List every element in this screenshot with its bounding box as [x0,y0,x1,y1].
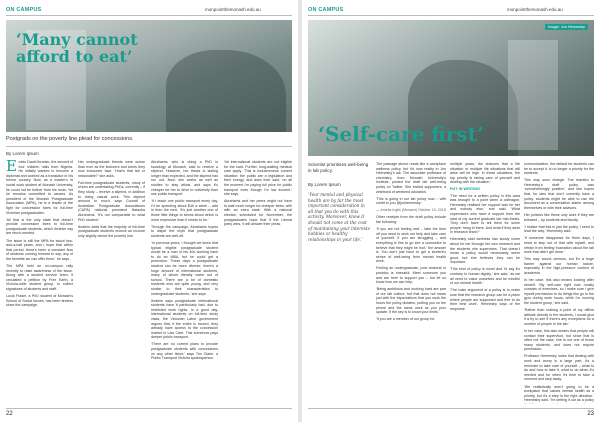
paragraph: Professor Heenesby notes that dealing with work and worry is a large part, it's a reminder to take care of yourself – what to do and how to take it, what to do when it's needed and for when it's time to take a moment and step away. [524,354,594,382]
byline: By Lorem Ipsum [308,182,341,187]
page-number: 22 [6,411,13,417]
paragraph: The passage above reads like a workplace wellness policy, but it's now reality in Jon Heenesby's lab. The associate professor of chemistry, from Monash University's Institute, posted the draft lab well-being policy on Twitter. She invited supporters, a whirlwind of weekend adulation. [376,162,446,194]
section-label: ON CAMPUS [308,7,344,13]
paragraph: In her case, this also means that people will contact their supervisor, but since that is often not the case, she is not one of those many students, and does not require permission. [524,329,594,352]
article-column-4 [224,160,292,403]
header-rule [308,15,594,16]
left-page [0,0,298,422]
paragraph: Other receipts from the draft policy include the following: [376,215,446,225]
paragraph: Abrahams, who is doing a PhD in sociology at Monash, said to receive a stipend. However, her thesis is lasting longer than expected, and the stipend has run out. Now, she works as well as studies to stay afloat, and says it's cheaper for her to drive to university than use public transport. [151,160,218,197]
paragraph: The issue is still the MPA for about two-and-a-half years, and I hope that within that period, there's been a constant flow of students coming forward to say, any of the benefits we can offer them,’ he says. [6,238,73,261]
paragraph: Feeling an undergraduate, post doctoral or postdoc is stressful. Meet someone you and are here to support you – but let us know how we can help. [376,266,446,285]
paragraph: multiple years, the chances that a life situation or multiple life situations that will arise will be high. In these situations, the top priority is taking care of yourself and dealing with the situation.’ [450,162,520,185]
site-url: monpointthemonash.edu.au [205,7,261,12]
site-url: monpointthemonash.edu.au [507,7,563,12]
headline-photo [6,20,292,132]
paragraph: ‘I realise that this is just the policy, I need to lead the way,’ Heenesby said. [524,224,594,234]
paragraph: Lucia Fraser, a PhD student at Monash's School of Social Issues, has been tireless since the campaign. [6,294,73,308]
photo-credit: Image: Jon Hennesby [545,24,588,30]
caption: Postgrads on the poverty line plead for concessions. [6,136,134,142]
paragraph: ‘We realistically aren't going to be a workplace that values mental health as a priority, but it's a step in the right direction,’ Heenesby said. ‘I'm setting it out as a policy [524,384,594,403]
paragraph: Ibrahim adds that the majority of full-time postgraduate students receive an income only slightly above the poverty line. [78,224,145,238]
paragraph: ‘If someone disappears for three days, I need to step out of that with myself, and refrain from feeling frustration about the lab work that didn't get done.’ [524,236,594,255]
paragraph: mbio David Ibrahim, the second of four children hails from Nigeria. He initially wanted to become a diplomat and worked as a translator in his former country. Now, as a master's in social work student at Monash University, he could not be further from his roots. Yet he remains committed to causes. As president of the Monash Postgraduate Association (MPA), he is a leader of the fight for concession fares for full-time Victorian postgraduates. [6,160,73,215]
paragraph: Heenesby said wellness has slowly come about for her through her own research and the students she supervises. That doesn't mean a policy would necessarily seem good, but she believes they can be important. [450,237,520,265]
article-column-3 [524,162,594,404]
section-label: ON CAMPUS [6,7,42,13]
byline: By Lorem Ipsum [6,151,39,156]
article-column-2 [450,162,520,404]
paragraph: Her policies like these only work if they are followed – by students and faculty. [524,212,594,222]
paragraph: communication, the default for students can be to accept it, is no longer a priority for the students. [524,162,594,176]
tweet-attribution: — Amelia Inglis (Monash) October 15, 2018 [376,208,446,213]
page-number: 23 [587,411,594,417]
paragraph: ‘This is going in our lab policy now… with credit to you @jonheenesby.’ [376,196,446,206]
paragraph: Yet international students are not eligible for the card. Further, long-waiting medical care apply. ‘This is inclusiveness’ current situation: the public are a legislation and their energy, and asks their said, ‘on all the moment I'm paying full price for public transport even though I'm low income,’ she says. [224,160,292,197]
paragraph: ‘Being ambitious and working hard are part of our lab culture, but that does not mean just with the expectations that you work the hours the policy dictates, putting you on the phone and the same work as you your update. If the key is to know your limits.’ [376,287,446,315]
paragraph: ‘The main argument of a policy is to make sure that the research group can be a place where people are supported and free to do their best work’. Hennesby says of the response. [450,288,520,311]
paragraph: The MPA held an on-campus rally recently to raise awareness of the issue. Along with a student service team, it circulated a petition by Free Earth, a Victoria-wide student group, to collect signatures of students and staff. [6,263,73,291]
header-rule [6,15,292,16]
paragraph: This may sound obvious, but it's a huge barrier against our human nature, especially in the high-pressure context of academia. [524,257,594,275]
paragraph: ‘If you are not feeling well – take the time off you need to seek out help and take care of yourself. If you are struggling – and everything is fine to go see a counsellor to believe that they might be hurt,’ the answer is. You don't just have to get a student's sense of well-being from mental health work. [376,227,446,264]
paragraph: ‘There are no current plans to provide postgraduate students with concessions on any other ticket,’ says Tim Claire, a Public Transport Victoria spokesperson. [151,342,218,361]
right-page [302,0,600,422]
paragraph: Ibrahim says postgraduate international students have it particularly bad, due to restricted work rights. In a good day, international students on full-time study visas, the Victorian Labor government argues that, if the entire is moved, they already have access to the concession market in Law Care. This somehow pays deeper public transport. [151,298,218,340]
paragraph: ‘Rather than making a point of my offline attitude directly to the students, I would give it a try to see if there's any exceptions for a number of people in the lab.’ [524,308,594,326]
paragraph: Abrahams and her peers might not have to wait much longer for cheaper fares, with with an extra state. With a national election scheduled for November, the postgraduates hope that if the Liberal party wins, it will answer their pleas. [224,199,292,227]
paragraph: ‘The need for a written policy in this area was brought to a point when a colleague, Hennesby realised her support was for her and nobody else,’ she said. ‘What supervisors who have a support from the start of my current graduate lab mid-thesis. They don't have to tell them for some people: hang in there. And what if they were in research team?’ [450,193,520,235]
article-column-1 [6,160,73,403]
paragraph: ‘If I teach one public transport every day, I'd be spending about $40 a week – add in then the next. ‘It's just another one of those little things to stress about which is more expensive than it needs to be.’ [151,199,218,222]
article-column-1 [376,162,446,404]
paragraph: This may soon change. The reaction to Heenesby's draft policy was ‘overwhelmingly positive’, and she hopes that, for labs that don't currently have a policy, students might be able to use the document as a conversation starter among themselves or with their advisors. [524,178,594,210]
article-column-2 [78,160,145,403]
paragraph: Full-time postgraduate students, many of whom are undertaking PhDs, currently – if they study – receive a stipend, in addition to doing casual work. This stipend amount to much, says Council of Australian Postgraduate Associations (CAPA) national president Natasha Abrahams. ‘It's not comparable to what PhD student.’ [78,180,145,222]
headline: ‘Self-care first’ [318,122,484,146]
drop-cap: E [6,160,17,175]
article-column-3 [151,160,218,403]
feature-photo [308,20,594,156]
paragraph: ‘All that is the only state that doesn't provide concession fares to full-time postgraduate students, which Ibrahim say are much-needed. [6,217,73,236]
headline: ‘Many cannot afford to eat’ [16,30,138,66]
pull-quote: ‘Your mental and physical health are by far the most important consideration in all that you do with this activity. Moreover, know it should not come at the cost of maintaining your interests hobbies or healthy relationships in your life.’ [308,192,370,242]
paragraph: ‘In previous years, I thought we knew that typical eligible postgraduate student would be a man in his 40s working back to do an MBA, but he could get a promotion. These days a postgraduate student can be more diverse: there's a huge amount of international students, many of whom literally came out of school. There are a lot of domestic students who are quite young, and very similar to their characteristics to undergraduate students,’ she says. [151,241,218,296]
caption-rule [6,146,292,147]
paragraph: ‘If you are a member of our group for [376,317,435,322]
paragraph: In her case, this also means looking after herself. ‘My self-care right now mostly consists of exercises, so I make sure I give myself permission to do things like go to the gym during work hours, while I'm running the student group,’ she said. [524,278,594,306]
standfirst: Scientist prioritises well-being in lab policy. [308,162,369,173]
subheading: PUT IN WRITING [450,187,480,192]
paragraph: Her undergraduate friends were worse than ever as the lecturers and tutors they now encounter face. ‘How's that fair or reasonable?’ she asks. [78,160,145,178]
footer-rule [6,408,292,409]
paragraph: ‘This kind of policy is novel and I'd say it's contrary to human dignity,’ she said, ‘as we all need to value ourselves and be mindful of our mental health.’ [450,267,520,286]
footer-rule [308,408,594,409]
paragraph: Through the campaign, Abrahams hopes to dispel the myth that postgraduate students are well-off. [151,224,218,238]
